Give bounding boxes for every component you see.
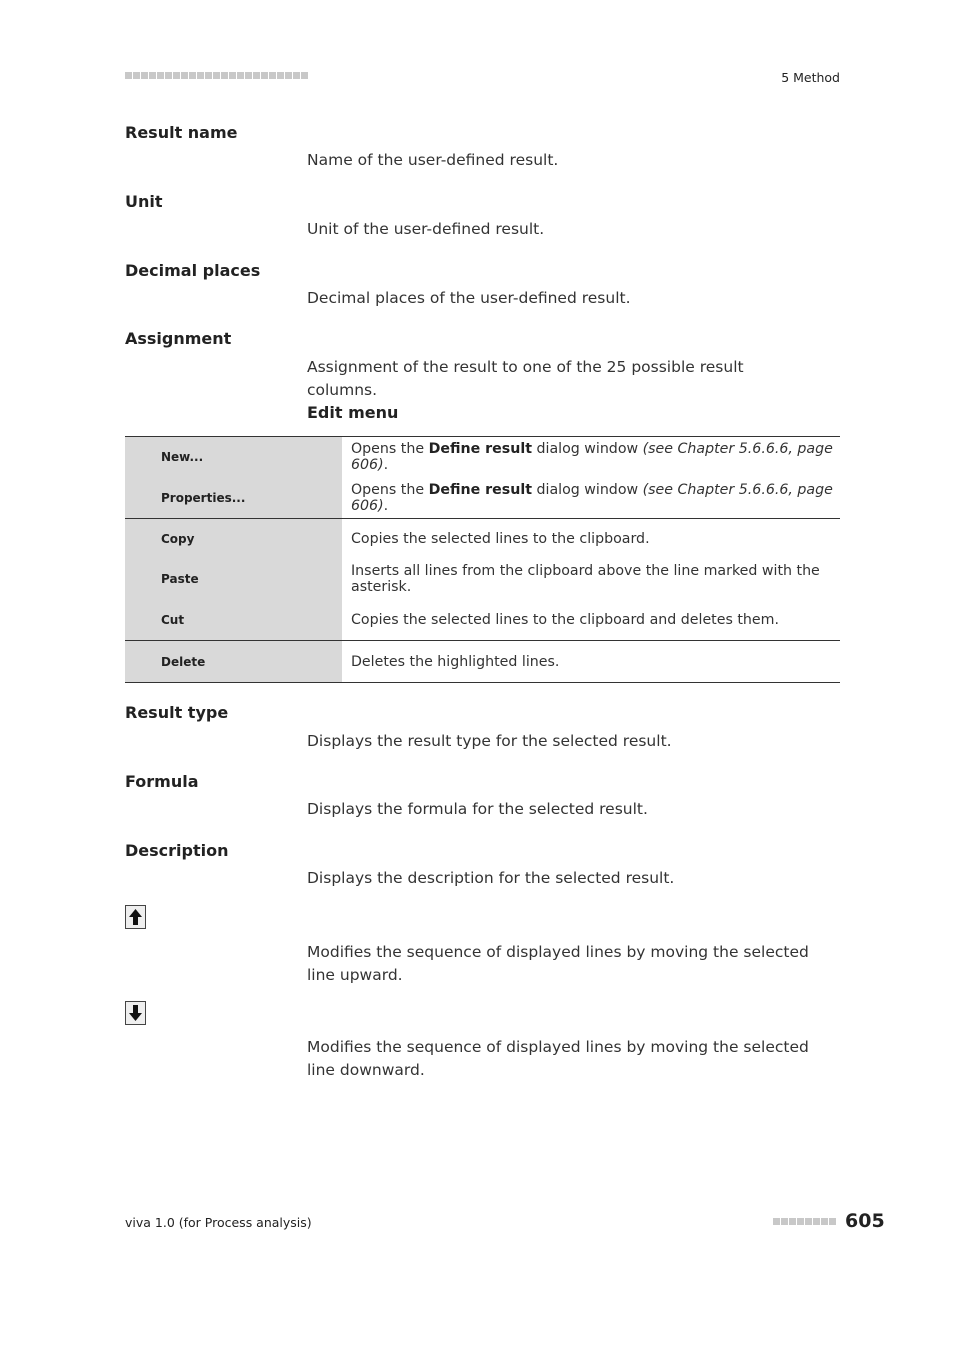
- chapter-reference: (see Chapter 5.6.6.6, page 606): [351, 481, 833, 514]
- menu-description: Opens the Define result dialog window (see Chapter 5.6.6.6, page 606).: [342, 477, 840, 519]
- chapter-label: 5 Method: [781, 70, 840, 85]
- page-number: 605: [845, 1210, 885, 1232]
- desc-unit: Unit of the user-defined result.: [307, 220, 545, 238]
- edit-menu-table: [125, 436, 840, 683]
- desc-move-up: Modifies the sequence of displayed lines by moving the selected line upward.: [307, 943, 809, 984]
- menu-description: Opens the Define result dialog window (see Chapter 5.6.6.6, page 606).: [342, 437, 840, 478]
- menu-row: [125, 519, 840, 560]
- menu-command-delete: Delete: [125, 641, 342, 683]
- footer-decoration: [773, 1218, 839, 1226]
- menu-row: [125, 599, 840, 641]
- desc-formula: Displays the formula for the selected result.: [307, 800, 648, 818]
- menu-description: Deletes the highlighted lines.: [342, 641, 840, 683]
- menu-command-properties: Properties...: [125, 477, 342, 519]
- menu-command-new: New...: [125, 437, 342, 478]
- term-formula: Formula: [125, 772, 199, 791]
- footer-product: viva 1.0 (for Process analysis): [125, 1215, 312, 1230]
- menu-row: [125, 641, 840, 683]
- edit-menu-title: Edit menu: [307, 403, 399, 422]
- desc-move-down: Modifies the sequence of displayed lines by moving the selected line downward.: [307, 1038, 809, 1079]
- desc-result-name: Name of the user-defined result.: [307, 151, 559, 169]
- term-description: Description: [125, 841, 229, 860]
- term-result-type: Result type: [125, 703, 229, 722]
- header-decoration: [125, 72, 307, 80]
- menu-command-cut: Cut: [125, 599, 342, 641]
- menu-description: Copies the selected lines to the clipboard and deletes them.: [342, 599, 840, 641]
- desc-assignment: Assignment of the result to one of the 25 possible result columns.: [307, 358, 744, 399]
- arrow-down-icon: [128, 1004, 143, 1022]
- menu-row: [125, 437, 840, 478]
- term-assignment: Assignment: [125, 329, 232, 348]
- dialog-name: Define result: [428, 441, 532, 457]
- arrow-up-icon: [128, 908, 143, 926]
- desc-result-type: Displays the result type for the selected result.: [307, 732, 672, 750]
- menu-row: [125, 477, 840, 519]
- menu-description: Copies the selected lines to the clipboard.: [351, 531, 650, 547]
- menu-row: [125, 559, 840, 599]
- desc-decimal-places: Decimal places of the user-defined result.: [307, 289, 631, 307]
- menu-command-copy: Copy: [125, 519, 342, 560]
- term-result-name: Result name: [125, 123, 238, 142]
- move-down-button[interactable]: [125, 1001, 146, 1025]
- move-up-button[interactable]: [125, 905, 146, 929]
- term-decimal-places: Decimal places: [125, 261, 261, 280]
- menu-description: Inserts all lines from the clipboard above the line marked with the asterisk.: [351, 563, 820, 595]
- dialog-name: Define result: [428, 481, 532, 498]
- chapter-reference: (see Chapter 5.6.6.6, page 606): [351, 441, 833, 473]
- desc-description: Displays the description for the selected result.: [307, 869, 675, 887]
- menu-command-paste: Paste: [125, 559, 342, 599]
- term-unit: Unit: [125, 192, 163, 211]
